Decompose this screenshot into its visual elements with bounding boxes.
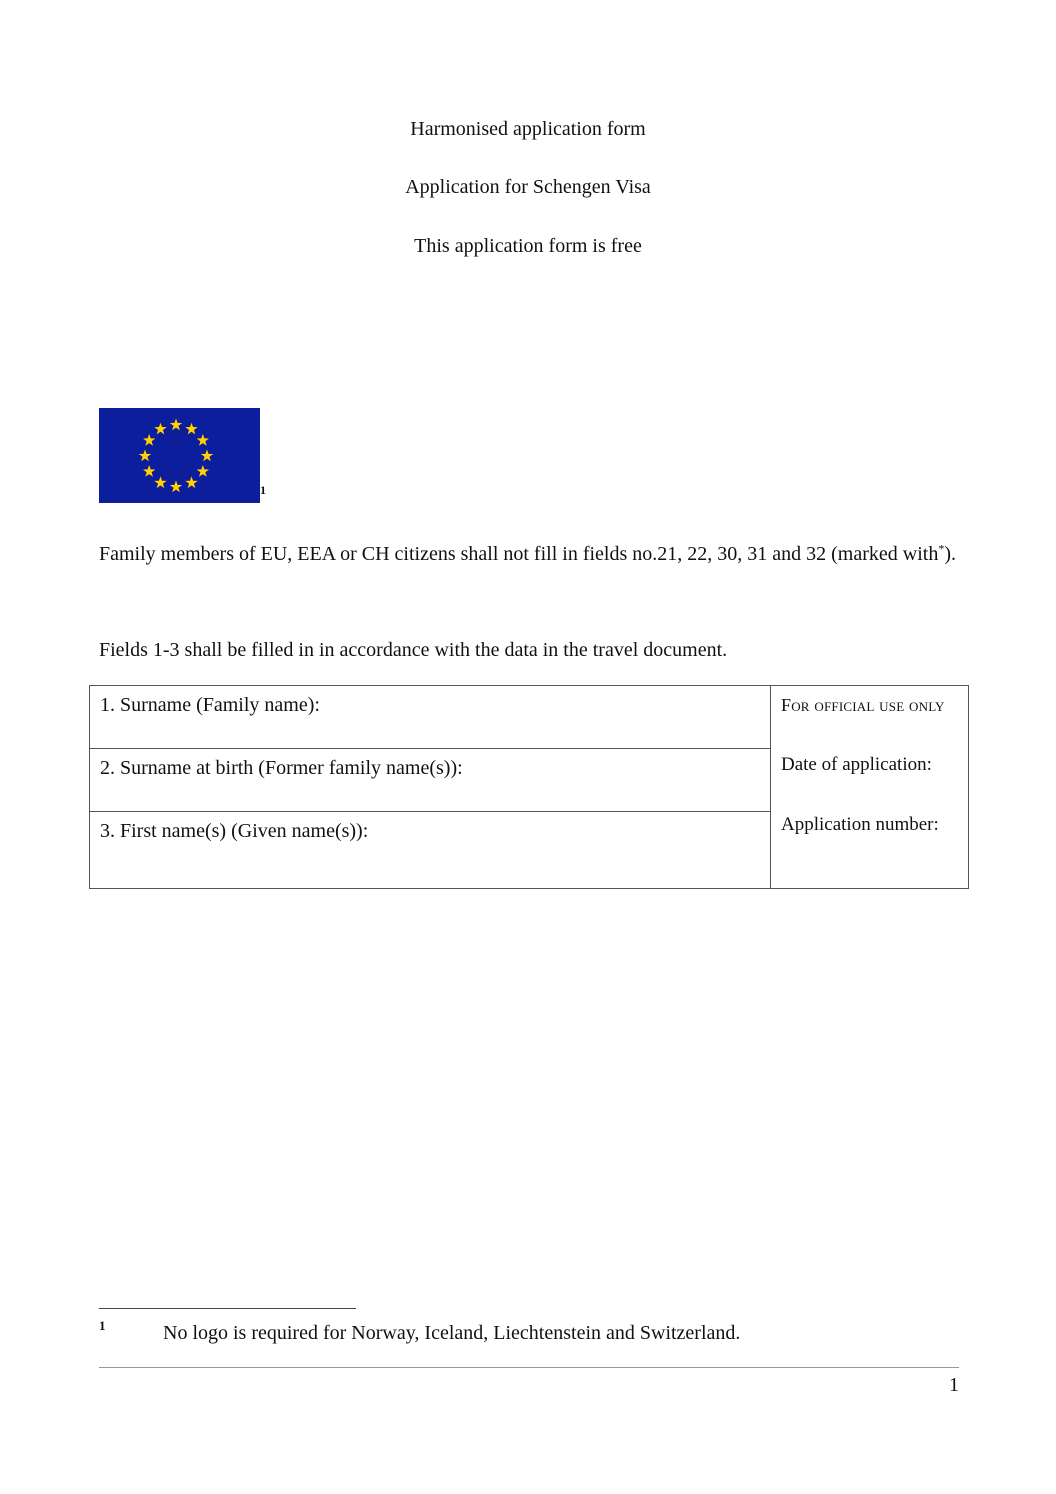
form-row <box>90 686 969 749</box>
eu-flag-icon <box>99 408 260 503</box>
family-note-end: ). <box>944 543 956 565</box>
footnote-number: 1 <box>99 1318 106 1333</box>
field-label: 3. First name(s) (Given name(s)): <box>100 820 369 842</box>
family-members-note <box>99 536 969 573</box>
footnote-reference: 1 <box>260 483 266 497</box>
field-label: 1. Surname (Family name): <box>100 694 320 716</box>
date-of-application-label: Date of application: <box>781 754 932 775</box>
application-form-table <box>89 685 969 889</box>
footnote-separator <box>99 1308 356 1309</box>
official-use-heading: For official use only <box>781 695 945 715</box>
surname-field[interactable] <box>90 686 771 749</box>
form-title: Harmonised application form <box>410 118 646 140</box>
surname-at-birth-field[interactable] <box>90 749 771 812</box>
application-number-label: Application number: <box>781 814 939 835</box>
asterisk-marker: * <box>938 541 945 556</box>
fields-note: Fields 1-3 shall be filled in in accordance with the data in the travel document. <box>99 639 728 661</box>
page-number: 1 <box>949 1374 959 1396</box>
first-names-field[interactable] <box>90 812 771 889</box>
footnote-text: No logo is required for Norway, Iceland, Liechtenstein and Switzerland. <box>163 1322 741 1344</box>
family-note-text: Family members of EU, EEA or CH citizens shall not fill in fields no.21, 22, 30, 31 and 32 (marked with <box>99 543 939 565</box>
eu-flag-graphic <box>99 408 260 503</box>
field-label: 2. Surname at birth (Former family name(s)): <box>100 757 463 779</box>
free-notice: This application form is free <box>414 235 642 257</box>
footer-divider <box>99 1367 959 1368</box>
official-use-box <box>771 686 969 889</box>
flag-background <box>99 408 260 503</box>
form-subtitle: Application for Schengen Visa <box>405 176 651 198</box>
